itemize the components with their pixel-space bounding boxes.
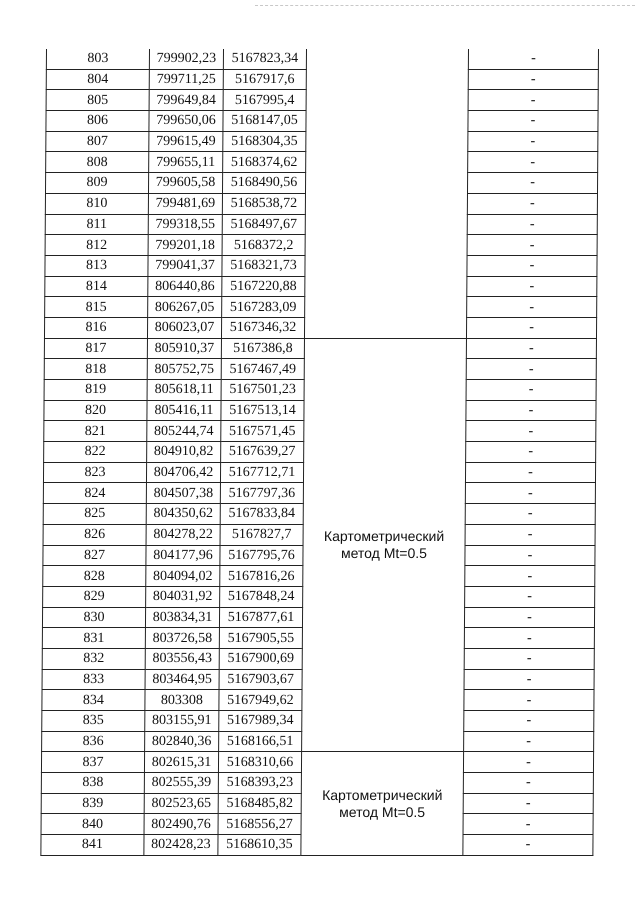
point-number-cell: 804 <box>46 69 149 90</box>
x-coordinate-cell: 799650,06 <box>149 111 223 132</box>
point-number-cell: 808 <box>46 152 149 173</box>
accuracy-cell: - <box>468 152 598 173</box>
x-coordinate-cell: 806440,86 <box>148 276 222 297</box>
x-coordinate-cell: 799318,55 <box>148 214 222 235</box>
y-coordinate-cell: 5168147,05 <box>223 111 306 132</box>
y-coordinate-cell: 5168166,51 <box>219 731 302 752</box>
x-coordinate-cell: 799711,25 <box>149 69 223 90</box>
point-number-cell: 806 <box>46 111 149 132</box>
y-coordinate-cell: 5167220,88 <box>222 276 305 297</box>
table-row <box>44 338 596 359</box>
scan-edge-line <box>255 5 635 6</box>
accuracy-cell: - <box>464 628 594 649</box>
x-coordinate-cell: 804507,38 <box>146 483 220 504</box>
accuracy-cell: - <box>465 462 595 483</box>
point-number-cell: 818 <box>44 359 147 380</box>
x-coordinate-cell: 805910,37 <box>147 338 221 359</box>
y-coordinate-cell: 5167900,69 <box>219 648 302 669</box>
x-coordinate-cell: 805416,11 <box>147 400 221 421</box>
point-number-cell: 838 <box>41 773 144 794</box>
x-coordinate-cell: 804350,62 <box>146 504 220 525</box>
x-coordinate-cell: 802555,39 <box>144 773 218 794</box>
point-number-cell: 836 <box>42 731 145 752</box>
x-coordinate-cell: 805752,75 <box>147 359 221 380</box>
table-row <box>46 49 598 69</box>
x-coordinate-cell: 799655,11 <box>149 152 223 173</box>
point-number-cell: 822 <box>44 442 147 463</box>
accuracy-cell: - <box>467 214 597 235</box>
coordinates-table <box>40 49 599 856</box>
accuracy-cell: - <box>464 607 594 628</box>
y-coordinate-cell: 5168485,82 <box>218 793 301 814</box>
x-coordinate-cell: 802840,36 <box>145 731 219 752</box>
accuracy-cell: - <box>465 566 595 587</box>
accuracy-cell: - <box>463 752 593 773</box>
point-number-cell: 841 <box>41 835 144 856</box>
x-coordinate-cell: 804706,42 <box>146 462 220 483</box>
y-coordinate-cell: 5167797,36 <box>220 483 303 504</box>
accuracy-cell: - <box>464 648 594 669</box>
x-coordinate-cell: 799041,37 <box>148 255 222 276</box>
method-text-line: Картометрический <box>323 528 445 544</box>
accuracy-cell: - <box>468 131 598 152</box>
accuracy-cell: - <box>466 442 596 463</box>
y-coordinate-cell: 5167833,84 <box>220 504 303 525</box>
point-number-cell: 815 <box>45 297 148 318</box>
accuracy-cell: - <box>467 235 597 256</box>
y-coordinate-cell: 5167467,49 <box>221 359 304 380</box>
accuracy-cell: - <box>466 380 596 401</box>
accuracy-cell: - <box>463 814 593 835</box>
y-coordinate-cell: 5168610,35 <box>218 835 301 856</box>
accuracy-cell: - <box>466 359 596 380</box>
x-coordinate-cell: 806023,07 <box>147 317 221 338</box>
y-coordinate-cell: 5168538,72 <box>222 193 305 214</box>
x-coordinate-cell: 805618,11 <box>147 380 221 401</box>
accuracy-cell: - <box>468 49 598 69</box>
y-coordinate-cell: 5167513,14 <box>221 400 304 421</box>
point-number-cell: 825 <box>43 504 146 525</box>
accuracy-cell: - <box>466 317 596 338</box>
point-number-cell: 831 <box>42 628 145 649</box>
point-number-cell: 837 <box>41 752 144 773</box>
accuracy-cell: - <box>467 173 597 194</box>
accuracy-cell: - <box>467 255 597 276</box>
point-number-cell: 816 <box>44 317 147 338</box>
x-coordinate-cell: 805244,74 <box>147 421 221 442</box>
point-number-cell: 817 <box>44 338 147 359</box>
x-coordinate-cell: 799605,58 <box>148 173 222 194</box>
y-coordinate-cell: 5168374,62 <box>223 152 306 173</box>
accuracy-cell: - <box>463 835 593 856</box>
accuracy-cell: - <box>467 193 597 214</box>
x-coordinate-cell: 803834,31 <box>145 607 219 628</box>
y-coordinate-cell: 5167903,67 <box>219 669 302 690</box>
accuracy-cell: - <box>463 773 593 794</box>
x-coordinate-cell: 802523,65 <box>144 793 218 814</box>
y-coordinate-cell: 5168490,56 <box>222 173 305 194</box>
accuracy-cell: - <box>464 711 594 732</box>
x-coordinate-cell: 804094,02 <box>146 566 220 587</box>
method-cell <box>304 49 468 338</box>
y-coordinate-cell: 5167917,6 <box>223 69 306 90</box>
method-text-line: метод Mt=0.5 <box>339 803 426 820</box>
point-number-cell: 839 <box>41 793 144 814</box>
y-coordinate-cell: 5168304,35 <box>223 131 306 152</box>
y-coordinate-cell: 5167283,09 <box>222 297 305 318</box>
y-coordinate-cell: 5168372,2 <box>222 235 305 256</box>
y-coordinate-cell: 5167848,24 <box>220 586 303 607</box>
x-coordinate-cell: 802428,23 <box>144 835 218 856</box>
x-coordinate-cell: 799902,23 <box>149 49 223 69</box>
y-coordinate-cell: 5168556,27 <box>218 814 301 835</box>
point-number-cell: 807 <box>46 131 149 152</box>
point-number-cell: 827 <box>43 545 146 566</box>
y-coordinate-cell: 5167823,34 <box>223 49 306 69</box>
y-coordinate-cell: 5167571,45 <box>221 421 304 442</box>
method-cell <box>301 752 464 855</box>
y-coordinate-cell: 5167816,26 <box>220 566 303 587</box>
point-number-cell: 820 <box>44 400 147 421</box>
point-number-cell: 835 <box>42 711 145 732</box>
point-number-cell: 828 <box>43 566 146 587</box>
accuracy-cell: - <box>465 545 595 566</box>
accuracy-cell: - <box>465 524 595 545</box>
point-number-cell: 830 <box>42 607 145 628</box>
y-coordinate-cell: 5167877,61 <box>219 607 302 628</box>
accuracy-cell: - <box>466 421 596 442</box>
accuracy-cell: - <box>467 276 597 297</box>
point-number-cell: 826 <box>43 524 146 545</box>
x-coordinate-cell: 802615,31 <box>144 752 218 773</box>
x-coordinate-cell: 799201,18 <box>148 235 222 256</box>
accuracy-cell: - <box>468 69 598 90</box>
x-coordinate-cell: 804177,96 <box>146 545 220 566</box>
y-coordinate-cell: 5167995,4 <box>223 90 306 111</box>
point-number-cell: 805 <box>46 90 149 111</box>
y-coordinate-cell: 5167949,62 <box>219 690 302 711</box>
x-coordinate-cell: 804031,92 <box>146 586 220 607</box>
x-coordinate-cell: 804278,22 <box>146 524 220 545</box>
accuracy-cell: - <box>465 586 595 607</box>
point-number-cell: 824 <box>43 483 146 504</box>
point-number-cell: 821 <box>44 421 147 442</box>
x-coordinate-cell: 803726,58 <box>145 628 219 649</box>
x-coordinate-cell: 799481,69 <box>148 193 222 214</box>
y-coordinate-cell: 5168310,66 <box>218 752 301 773</box>
accuracy-cell: - <box>464 669 594 690</box>
point-number-cell: 811 <box>45 214 148 235</box>
x-coordinate-cell: 803308 <box>145 690 219 711</box>
y-coordinate-cell: 5167827,7 <box>220 524 303 545</box>
point-number-cell: 829 <box>43 586 146 607</box>
accuracy-cell: - <box>467 297 597 318</box>
point-number-cell: 834 <box>42 690 145 711</box>
accuracy-cell: - <box>464 690 594 711</box>
point-number-cell: 812 <box>45 235 148 256</box>
point-number-cell: 832 <box>42 648 145 669</box>
x-coordinate-cell: 804910,82 <box>147 442 221 463</box>
point-number-cell: 809 <box>45 173 148 194</box>
point-number-cell: 823 <box>43 462 146 483</box>
accuracy-cell: - <box>466 400 596 421</box>
y-coordinate-cell: 5168393,23 <box>218 773 301 794</box>
point-number-cell: 819 <box>44 380 147 401</box>
x-coordinate-cell: 799649,84 <box>149 90 223 111</box>
y-coordinate-cell: 5167905,55 <box>219 628 302 649</box>
point-number-cell: 803 <box>46 49 149 69</box>
point-number-cell: 814 <box>45 276 148 297</box>
y-coordinate-cell: 5167501,23 <box>221 380 304 401</box>
y-coordinate-cell: 5167795,76 <box>220 545 303 566</box>
point-number-cell: 810 <box>45 193 148 214</box>
point-number-cell: 840 <box>41 814 144 835</box>
accuracy-cell: - <box>464 731 594 752</box>
accuracy-cell: - <box>463 793 593 814</box>
method-cell <box>302 338 467 752</box>
accuracy-cell: - <box>465 483 595 504</box>
y-coordinate-cell: 5167989,34 <box>219 711 302 732</box>
y-coordinate-cell: 5167639,27 <box>221 442 304 463</box>
accuracy-cell: - <box>465 504 595 525</box>
y-coordinate-cell: 5168497,67 <box>222 214 305 235</box>
point-number-cell: 813 <box>45 255 148 276</box>
x-coordinate-cell: 803155,91 <box>145 711 219 732</box>
coordinates-table-body <box>41 49 599 855</box>
y-coordinate-cell: 5167346,32 <box>221 317 304 338</box>
accuracy-cell: - <box>466 338 596 359</box>
method-text-line: метод Mt=0.5 <box>340 545 428 561</box>
method-text-line: Картометрический <box>322 786 443 803</box>
y-coordinate-cell: 5168321,73 <box>222 255 305 276</box>
point-number-cell: 833 <box>42 669 145 690</box>
x-coordinate-cell: 799615,49 <box>149 131 223 152</box>
y-coordinate-cell: 5167712,71 <box>220 462 303 483</box>
y-coordinate-cell: 5167386,8 <box>221 338 304 359</box>
accuracy-cell: - <box>468 111 598 132</box>
x-coordinate-cell: 803464,95 <box>145 669 219 690</box>
accuracy-cell: - <box>468 90 598 111</box>
x-coordinate-cell: 802490,76 <box>144 814 218 835</box>
table-row <box>41 752 593 773</box>
x-coordinate-cell: 803556,43 <box>145 648 219 669</box>
x-coordinate-cell: 806267,05 <box>148 297 222 318</box>
